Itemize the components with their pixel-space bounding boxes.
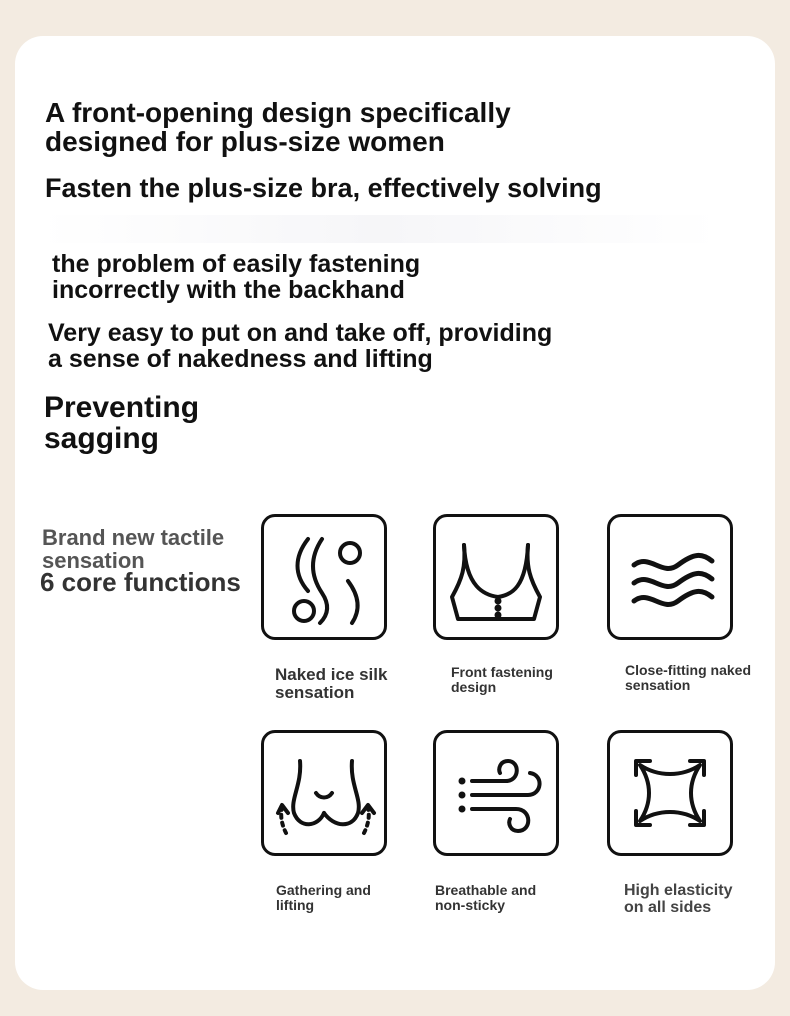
feature-label-5: Breathable and non-sticky bbox=[435, 882, 537, 913]
headline-line-5: Preventing sagging bbox=[44, 391, 200, 455]
feature-label-2: Front fastening design bbox=[451, 664, 553, 695]
ice-silk-icon bbox=[261, 514, 387, 640]
wind-icon bbox=[433, 730, 559, 856]
brand-tagline: Brand new tactile sensation bbox=[42, 525, 225, 573]
feature-label-4: Gathering and lifting bbox=[276, 882, 371, 913]
core-functions-heading: 6 core functions bbox=[40, 567, 241, 597]
headline-line-2: Fasten the plus-size bra, effectively solving bbox=[45, 173, 602, 203]
headline-line-4: Very easy to put on and take off, providing a sense of nakedness and lifting bbox=[48, 319, 553, 373]
feature-label-3: Close-fitting naked sensation bbox=[625, 662, 752, 693]
background-fade bbox=[40, 215, 720, 243]
headline-line-3: the problem of easily fastening incorrectly with the backhand bbox=[52, 250, 421, 304]
feature-label-6: High elasticity on all sides bbox=[624, 882, 733, 916]
headline-line-1: A front-opening design specifically designed for plus-size women bbox=[45, 97, 511, 157]
waves-icon bbox=[607, 514, 733, 640]
feature-label-1: Naked ice silk sensation bbox=[275, 665, 388, 702]
stretch-icon bbox=[607, 730, 733, 856]
lifting-bra-icon bbox=[261, 730, 387, 856]
front-fastening-bra-icon bbox=[433, 514, 559, 640]
